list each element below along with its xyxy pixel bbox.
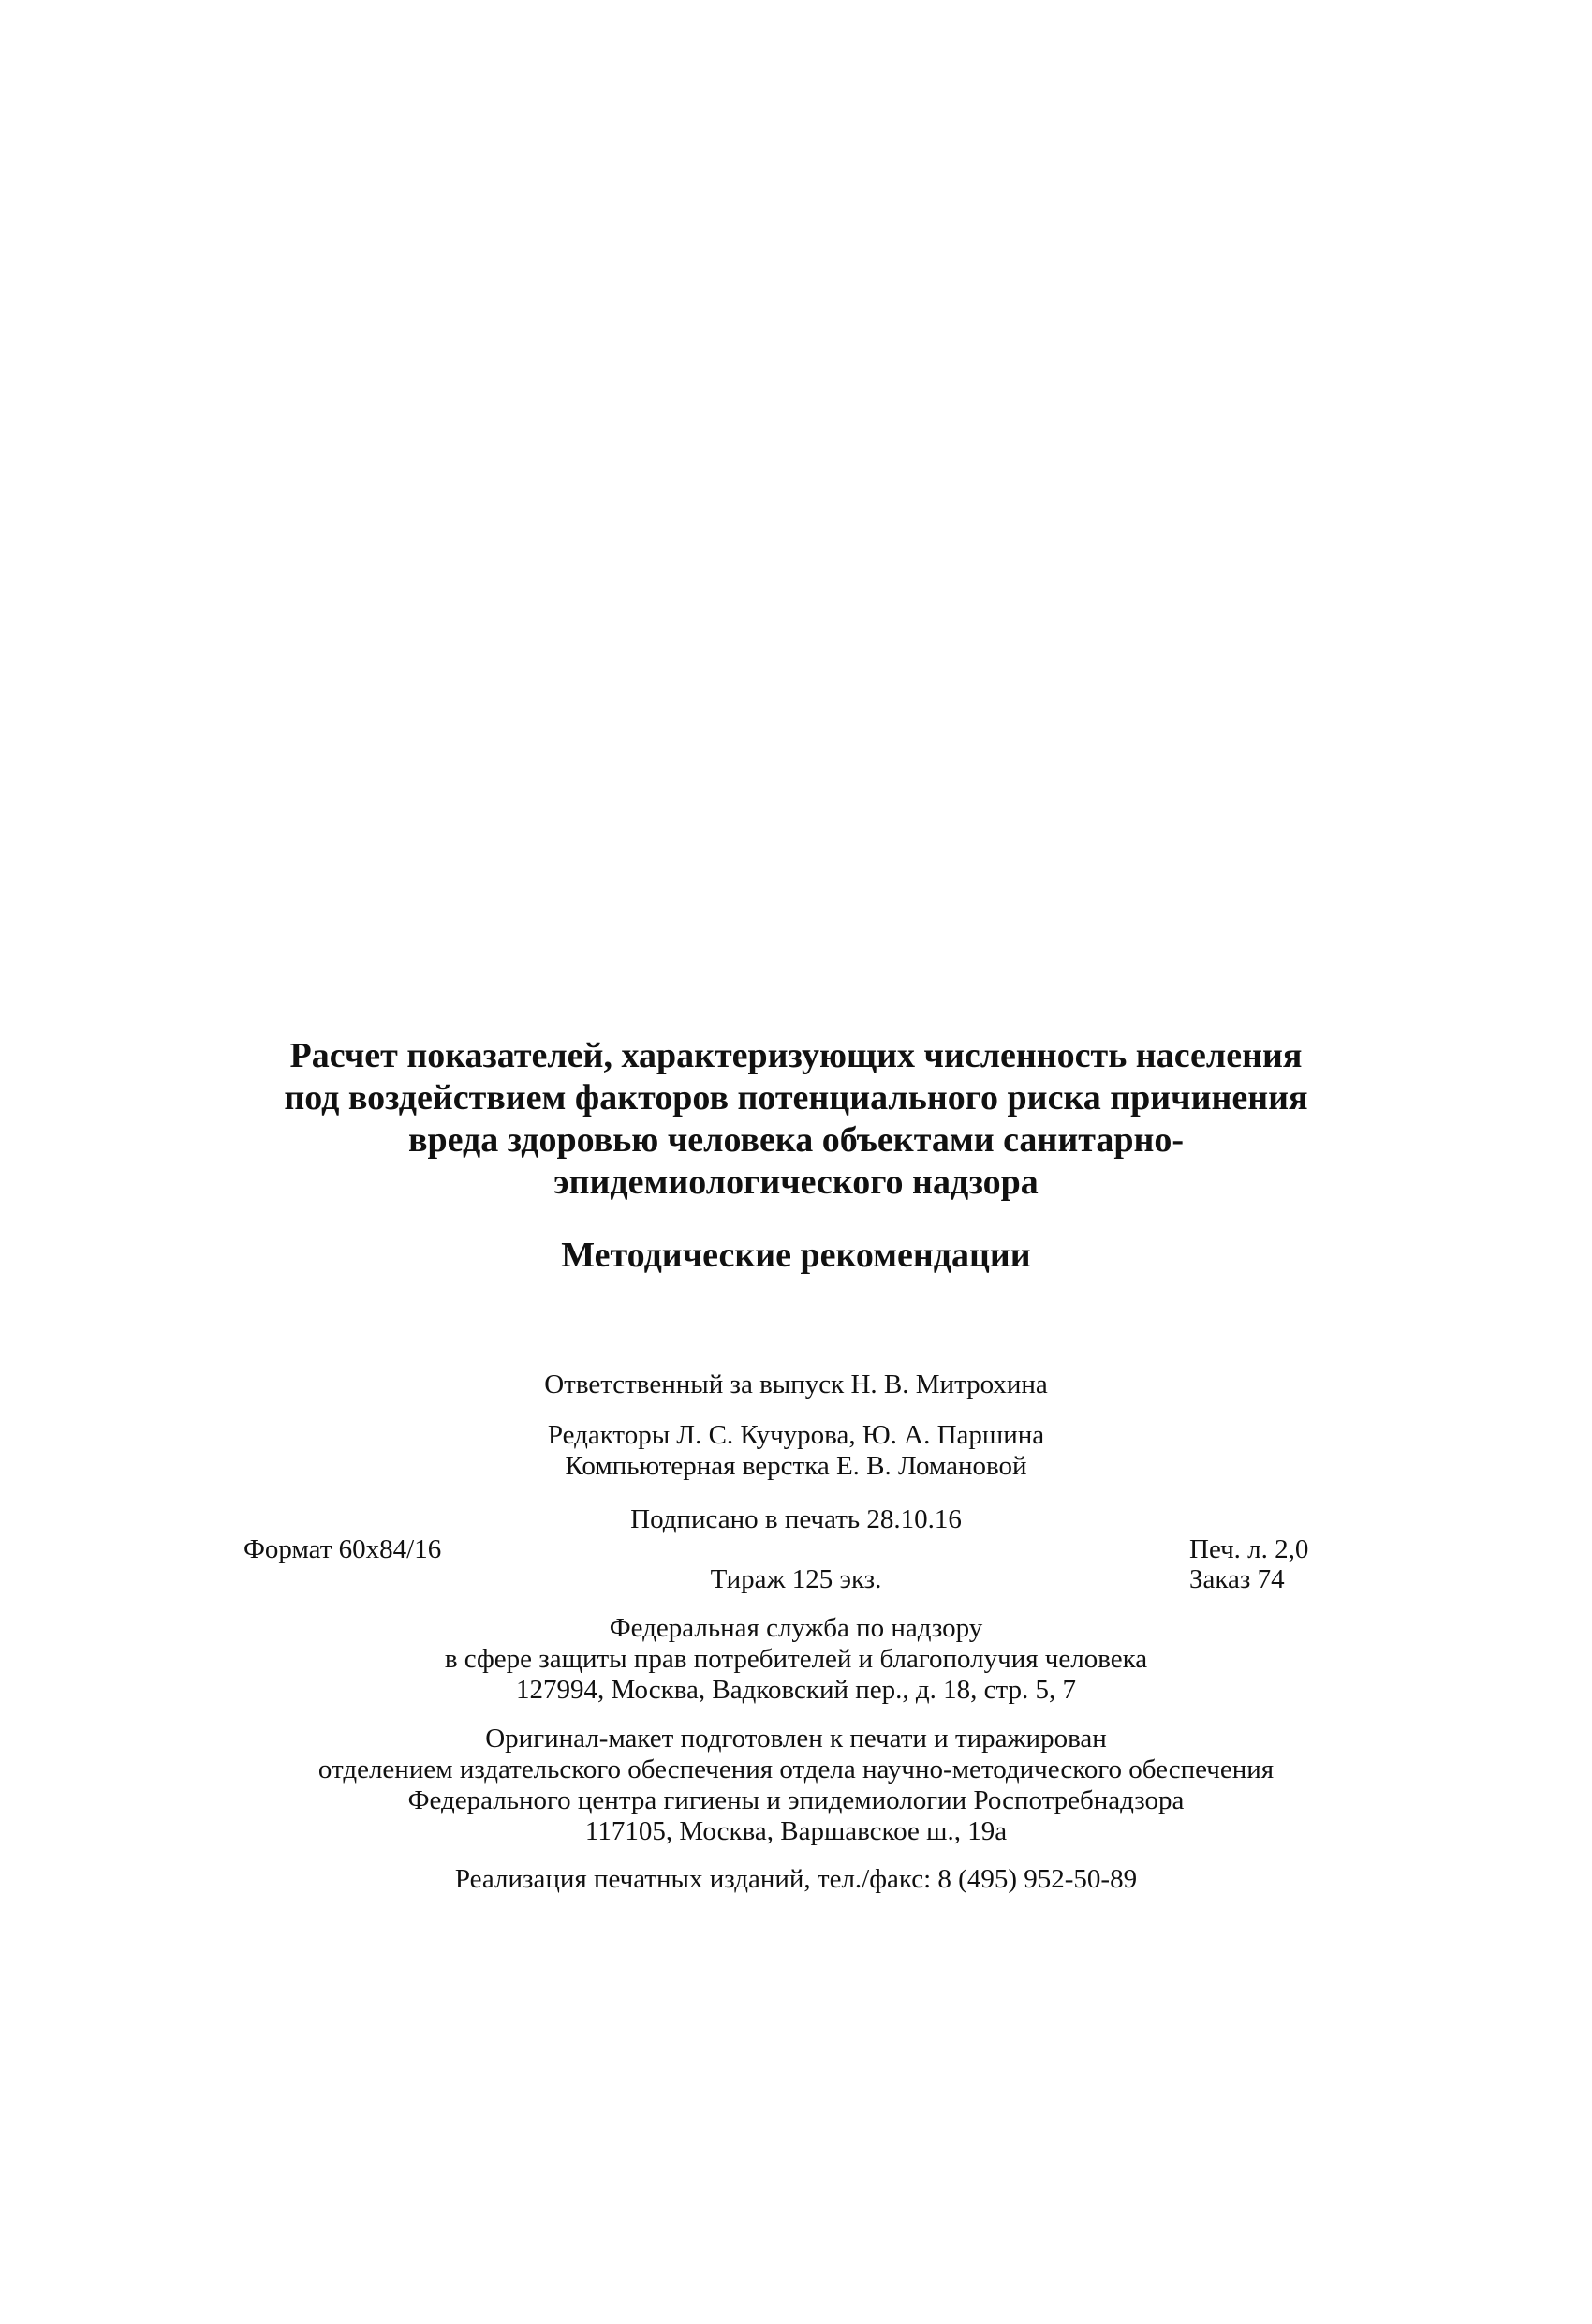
publisher-line: 127994, Москва, Вадковский пер., д. 18, стр. 5, 7 xyxy=(515,1675,1077,1705)
printer-line: Федерального центра гигиены и эпидемиологии Роспотребнадзора xyxy=(407,1785,1185,1815)
responsible-text: Ответственный за выпуск Н. В. Митрохина xyxy=(544,1369,1048,1399)
document-subtitle: Методические рекомендации xyxy=(561,1236,1031,1275)
printer-line: Оригинал-макет подготовлен к печати и тиражирован xyxy=(485,1724,1107,1754)
publisher-block xyxy=(234,1613,1358,1706)
title-line: вреда здоровью человека объектами санитарно- xyxy=(407,1120,1185,1160)
sheets-text: Печ. л. 2,0 xyxy=(1189,1534,1309,1564)
title-line: эпидемиологического надзора xyxy=(553,1162,1039,1202)
printer-block xyxy=(234,1724,1358,1847)
editors-block xyxy=(234,1420,1358,1482)
printer-line: 117105, Москва, Варшавское ш., 19а xyxy=(584,1816,1008,1846)
printer-line: отделением издательского обеспечения отдела научно-методического обеспечения xyxy=(317,1754,1275,1784)
circulation-text: Тираж 125 экз. xyxy=(710,1564,882,1594)
sales-line xyxy=(234,1864,1358,1895)
publisher-line: Федеральная служба по надзору xyxy=(609,1613,983,1643)
document-title xyxy=(234,1035,1358,1204)
responsible-line xyxy=(234,1369,1358,1400)
order-text: Заказ 74 xyxy=(1189,1564,1285,1594)
title-line: под воздействием факторов потенциального риска причинения xyxy=(284,1078,1308,1118)
editors-text: Редакторы Л. С. Кучурова, Ю. А. Паршина xyxy=(547,1420,1045,1450)
signed-line xyxy=(234,1504,1358,1535)
publisher-line: в сфере защиты прав потребителей и благополучия человека xyxy=(444,1644,1148,1674)
signed-text: Подписано в печать 28.10.16 xyxy=(630,1504,962,1534)
sales-text: Реализация печатных изданий, тел./факс: 8 (495) 952-50-89 xyxy=(454,1864,1138,1894)
title-line: Расчет показателей, характеризующих численность населения xyxy=(289,1036,1303,1075)
layout-text: Компьютерная верстка Е. В. Ломановой xyxy=(565,1451,1027,1481)
format-text: Формат 60x84/16 xyxy=(243,1534,442,1564)
